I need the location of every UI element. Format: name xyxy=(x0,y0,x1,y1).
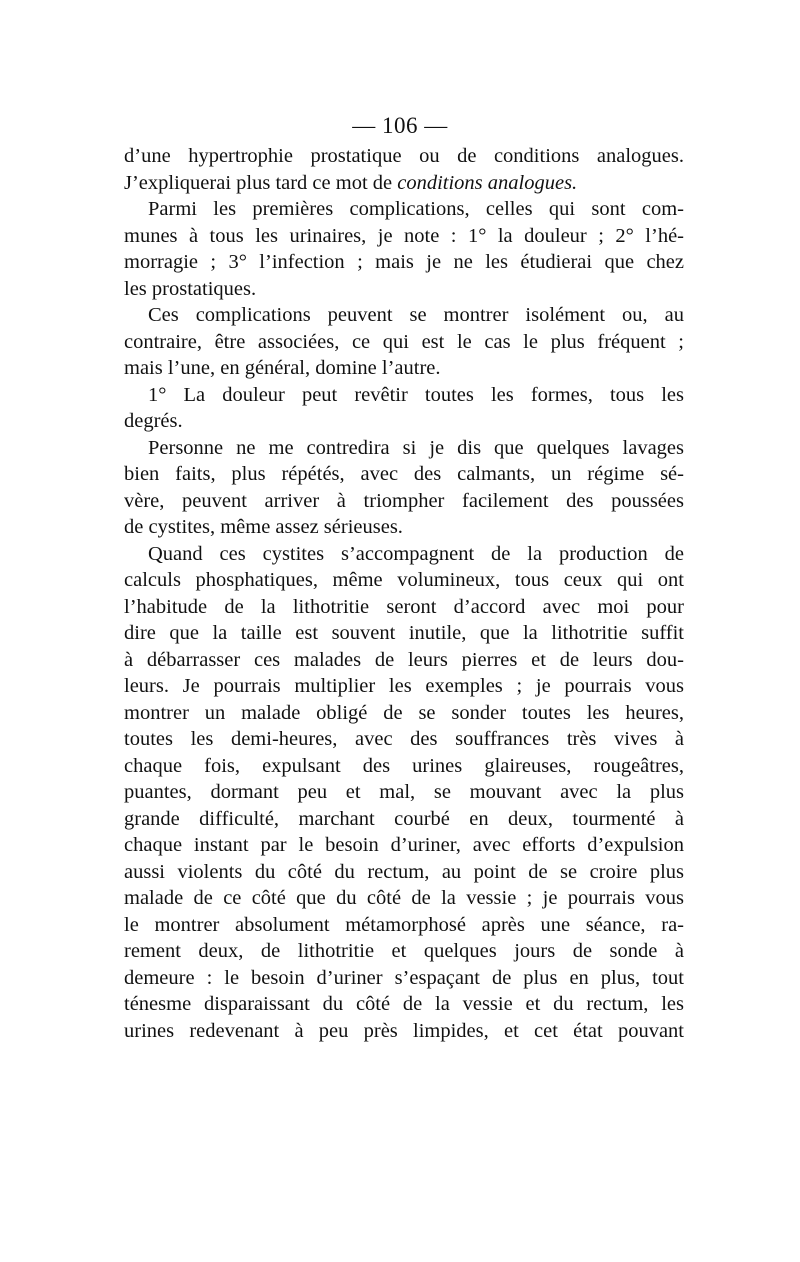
text-line xyxy=(124,223,684,250)
text-line-content: ténesme disparaissant du côté de la vessie et du rectum, les xyxy=(124,993,684,1015)
text-line-content: Parmi les premières complications, celles qui sont com- xyxy=(148,198,684,220)
italic-phrase: conditions analogues. xyxy=(397,171,578,194)
text-line xyxy=(124,885,684,912)
text-line-content: Ces complications peuvent se montrer isolément ou, au xyxy=(148,304,684,326)
text-line-content: mais l’une, en général, domine l’autre. xyxy=(124,357,441,379)
text-line xyxy=(124,170,684,197)
text-line xyxy=(124,700,684,727)
text-line-content: contraire, être associées, ce qui est le cas le plus fréquent ; xyxy=(124,330,684,353)
text-line xyxy=(124,991,684,1018)
text-line-content: l’habitude de la lithotritie seront d’accord avec moi pour xyxy=(124,595,684,618)
text-line xyxy=(124,567,684,594)
text-line xyxy=(124,382,684,409)
text-line xyxy=(124,435,684,462)
text-line xyxy=(124,912,684,939)
text-line xyxy=(124,832,684,859)
text-line xyxy=(124,938,684,965)
text-line-content: vère, peuvent arriver à triompher facilement des poussées xyxy=(124,489,684,512)
text-line-content: Quand ces cystites s’accompagnent de la production de xyxy=(148,542,684,565)
text-line-content: dire que la taille est souvent inutile, que la lithotritie suffit xyxy=(124,622,684,644)
text-line xyxy=(124,541,684,568)
text-line xyxy=(124,753,684,780)
text-line-content: aussi violents du côté du rectum, au point de se croire plus xyxy=(124,860,684,883)
text-line xyxy=(124,514,684,541)
text-line-content: de cystites, même assez sérieuses. xyxy=(124,516,403,538)
text-line-content: munes à tous les urinaires, je note : 1° la douleur ; 2° l’hé- xyxy=(124,224,684,247)
text-line xyxy=(124,488,684,515)
text-line-content: bien faits, plus répétés, avec des calmants, un régime sé- xyxy=(124,463,684,485)
text-line-content: grande difficulté, marchant courbé en deux, tourmenté à xyxy=(124,807,684,830)
text-line-content: puantes, dormant peu et mal, se mouvant avec la plus xyxy=(124,781,684,803)
text-line xyxy=(124,196,684,223)
text-line-content: chaque instant par le besoin d’uriner, avec efforts d’expulsion xyxy=(124,834,684,856)
text-line xyxy=(124,302,684,329)
text-line xyxy=(124,859,684,886)
text-line xyxy=(124,779,684,806)
text-line-content: J’expliquerai plus tard ce mot de xyxy=(124,171,398,194)
text-line xyxy=(124,461,684,488)
text-line-content: 1° La douleur peut revêtir toutes les formes, tous les xyxy=(148,383,684,406)
page-number: — 106 — xyxy=(352,113,448,138)
text-line xyxy=(124,726,684,753)
text-line xyxy=(124,620,684,647)
text-line-content: chaque fois, expulsant des urines glaireuses, rougeâtres, xyxy=(124,754,684,777)
text-line-content: montrer un malade obligé de se sonder toutes les heures, xyxy=(124,701,684,724)
text-line-content: les prostatiques. xyxy=(124,277,257,300)
text-line-content: le montrer absolument métamorphosé après une séance, ra- xyxy=(124,913,684,936)
text-line xyxy=(124,276,684,303)
text-line-content: leurs. Je pourrais multiplier les exemples ; je pourrais vous xyxy=(124,675,684,697)
text-line-content: à débarrasser ces malades de leurs pierres et de leurs dou- xyxy=(124,648,684,671)
text-line xyxy=(124,408,684,435)
text-line xyxy=(124,143,684,170)
text-line-content: demeure : le besoin d’uriner s’espaçant de plus en plus, tout xyxy=(124,966,684,989)
text-line-content: urines redevenant à peu près limpides, et cet état pouvant xyxy=(124,1019,684,1042)
text-line-content: calculs phosphatiques, même volumineux, tous ceux qui ont xyxy=(124,569,684,591)
text-line xyxy=(124,355,684,382)
text-line-content: Personne ne me contredira si je dis que quelques lavages xyxy=(148,436,684,459)
text-line-content: d’une hypertrophie prostatique ou de conditions analogues. xyxy=(124,145,684,167)
text-line xyxy=(124,647,684,674)
text-line xyxy=(124,806,684,833)
text-line-content: toutes les demi-heures, avec des souffrances très vives à xyxy=(124,728,684,750)
text-line-content: rement deux, de lithotritie et quelques jours de sonde à xyxy=(124,940,684,962)
text-line xyxy=(124,249,684,276)
text-line-content: malade de ce côté que du côté de la vessie ; je pourrais vous xyxy=(124,887,684,909)
text-line xyxy=(124,965,684,992)
text-line xyxy=(124,329,684,356)
text-line-content: morragie ; 3° l’infection ; mais je ne les étudierai que chez xyxy=(124,251,684,273)
text-line xyxy=(124,594,684,621)
text-line-content: degrés. xyxy=(124,410,183,432)
text-line xyxy=(124,1018,684,1045)
body-text xyxy=(124,143,684,1044)
text-line xyxy=(124,673,684,700)
